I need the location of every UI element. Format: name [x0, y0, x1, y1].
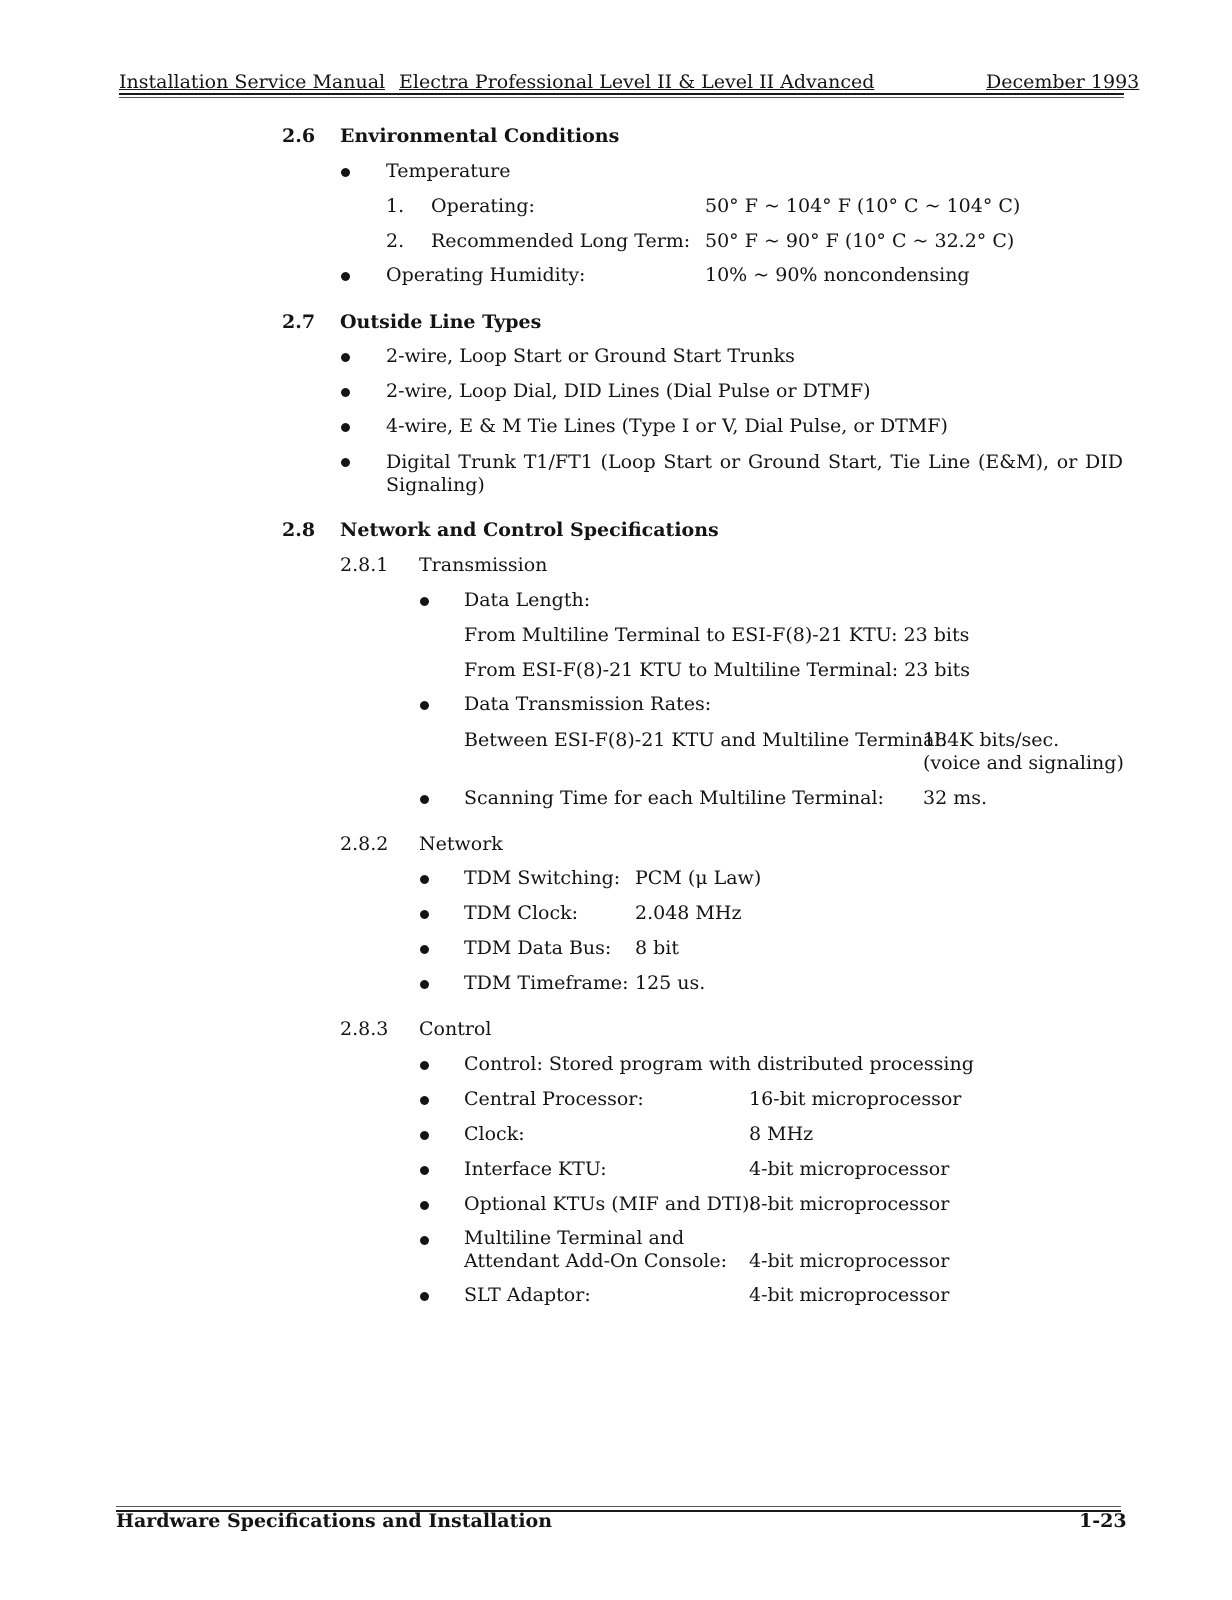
- bullet: [341, 168, 350, 177]
- bullet: [420, 1236, 429, 1245]
- long-term-value: 50° F ~ 90° F (10° C ~ 32.2° C): [705, 230, 1015, 252]
- header-manual-title: Installation Service Manual: [119, 71, 386, 93]
- subsection-2-8-2-number: 2.8.2: [340, 833, 389, 855]
- footer-chapter-title: Hardware Specifications and Installation: [116, 1510, 553, 1532]
- network-spec-value: 125 us.: [635, 972, 706, 994]
- bullet: [341, 353, 350, 362]
- subsection-2-8-2-title: Network: [419, 833, 503, 855]
- section-2-8-number: 2.8: [282, 519, 316, 541]
- control-spec-value: 8 MHz: [749, 1123, 814, 1145]
- bullet: [420, 1096, 429, 1105]
- bullet: [420, 1061, 429, 1070]
- temperature-label: Temperature: [386, 160, 511, 182]
- line-type-item: 2-wire, Loop Dial, DID Lines (Dial Pulse or DTMF): [386, 380, 871, 402]
- multiline-terminal-label-line-1: Multiline Terminal and: [464, 1227, 685, 1249]
- subsection-2-8-1-title: Transmission: [419, 554, 548, 576]
- line-type-item-digital-cont: Signaling): [386, 474, 485, 496]
- bullet: [420, 1166, 429, 1175]
- network-spec-label: TDM Switching:: [464, 867, 621, 889]
- section-2-8-title: Network and Control Specifications: [340, 519, 719, 541]
- multiline-terminal-label-line-2: Attendant Add-On Console:: [464, 1250, 727, 1272]
- bullet: [341, 423, 350, 432]
- operating-number: 1.: [386, 195, 405, 217]
- network-spec-label: TDM Timeframe:: [464, 972, 629, 994]
- bullet: [420, 875, 429, 884]
- bullet: [420, 945, 429, 954]
- control-spec-label: Optional KTUs (MIF and DTI):: [464, 1193, 756, 1215]
- line-type-item: 4-wire, E & M Tie Lines (Type I or V, Dial Pulse, or DTMF): [386, 415, 948, 437]
- humidity-label: Operating Humidity:: [386, 264, 586, 286]
- control-spec-value: 16-bit microprocessor: [749, 1088, 962, 1110]
- header-date: December 1993: [986, 71, 1140, 93]
- section-2-6-number: 2.6: [282, 125, 316, 147]
- slt-adaptor-value: 4-bit microprocessor: [749, 1284, 950, 1306]
- header-rule: [119, 93, 1124, 95]
- multiline-terminal-value: 4-bit microprocessor: [749, 1250, 950, 1272]
- bullet: [341, 272, 350, 281]
- bullet: [341, 458, 350, 467]
- bullet: [420, 980, 429, 989]
- operating-value: 50° F ~ 104° F (10° C ~ 104° C): [705, 195, 1021, 217]
- network-spec-label: TDM Clock:: [464, 902, 579, 924]
- bullet: [420, 1201, 429, 1210]
- scanning-time-label: Scanning Time for each Multiline Terminal:: [464, 787, 884, 809]
- control-spec-label: Interface KTU:: [464, 1158, 607, 1180]
- bullet: [420, 1292, 429, 1301]
- control-spec-value: 4-bit microprocessor: [749, 1158, 950, 1180]
- subsection-2-8-3-number: 2.8.3: [340, 1018, 389, 1040]
- operating-label: Operating:: [431, 195, 535, 217]
- line-type-item-digital: Digital Trunk T1/FT1 (Loop Start or Ground Start, Tie Line (E&M), or DID: [386, 451, 1123, 473]
- data-length-line-2: From ESI-F(8)-21 KTU to Multiline Terminal: 23 bits: [464, 659, 971, 681]
- transmission-rates-value: 184K bits/sec.: [923, 729, 1060, 751]
- bullet: [420, 910, 429, 919]
- network-spec-value: 2.048 MHz: [635, 902, 742, 924]
- section-2-6-title: Environmental Conditions: [340, 125, 620, 147]
- bullet: [420, 597, 429, 606]
- transmission-rates-description: Between ESI-F(8)-21 KTU and Multiline Terminal:: [464, 729, 947, 751]
- bullet: [420, 795, 429, 804]
- subsection-2-8-1-number: 2.8.1: [340, 554, 389, 576]
- footer-rule-thin: [116, 1506, 1121, 1507]
- bullet: [341, 388, 350, 397]
- subsection-2-8-3-title: Control: [419, 1018, 492, 1040]
- data-length-label: Data Length:: [464, 589, 591, 611]
- data-length-line-1: From Multiline Terminal to ESI-F(8)-21 KTU: 23 bits: [464, 624, 970, 646]
- long-term-label: Recommended Long Term:: [431, 230, 691, 252]
- bullet: [420, 701, 429, 710]
- line-type-item: 2-wire, Loop Start or Ground Start Trunks: [386, 345, 795, 367]
- humidity-value: 10% ~ 90% noncondensing: [705, 264, 970, 286]
- bullet: [420, 1131, 429, 1140]
- network-spec-value: 8 bit: [635, 937, 680, 959]
- scanning-time-value: 32 ms.: [923, 787, 988, 809]
- header-product-title: Electra Professional Level II & Level II Advanced: [399, 71, 875, 93]
- footer-page-number: 1-23: [1079, 1510, 1127, 1532]
- control-spec-label: Clock:: [464, 1123, 525, 1145]
- long-term-number: 2.: [386, 230, 405, 252]
- network-spec-label: TDM Data Bus:: [464, 937, 612, 959]
- transmission-rates-note: (voice and signaling): [923, 752, 1124, 774]
- header-rule-thin: [119, 97, 1124, 98]
- slt-adaptor-label: SLT Adaptor:: [464, 1284, 591, 1306]
- transmission-rates-label: Data Transmission Rates:: [464, 693, 712, 715]
- section-2-7-number: 2.7: [282, 311, 316, 333]
- section-2-7-title: Outside Line Types: [340, 311, 542, 333]
- control-description: Control: Stored program with distributed processing: [464, 1053, 974, 1075]
- control-spec-value: 8-bit microprocessor: [749, 1193, 950, 1215]
- control-spec-label: Central Processor:: [464, 1088, 644, 1110]
- network-spec-value: PCM (μ Law): [635, 867, 762, 889]
